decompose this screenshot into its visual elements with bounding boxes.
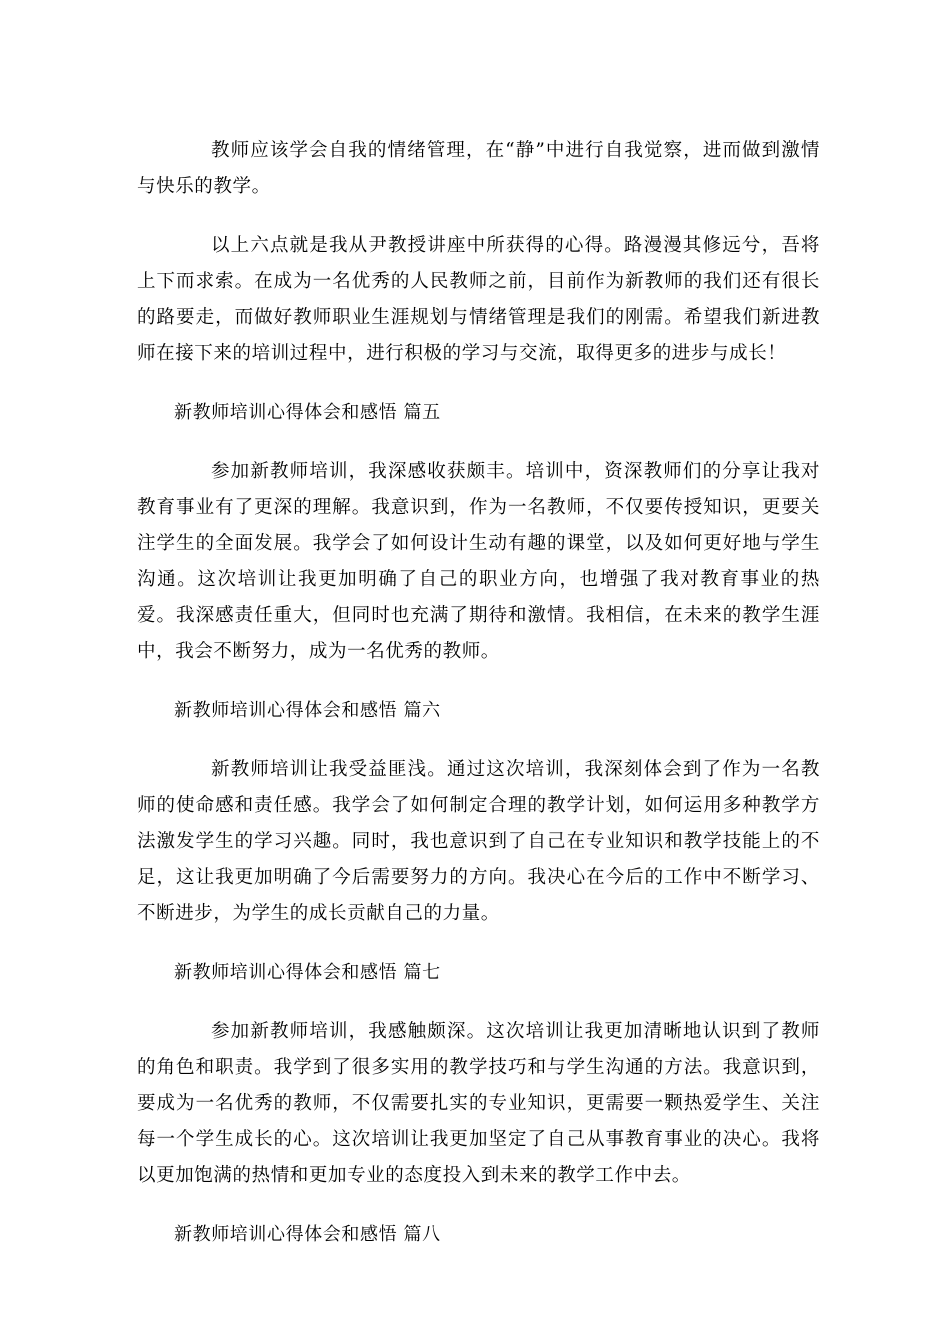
section-heading-7: 新教师培训心得体会和感悟 篇七 (174, 962, 441, 983)
section-body-7: 参加新教师培训，我感触颇深。这次培训让我更加清晰地认识到了教师的角色和职责。我学到了很多实用的教学技巧和与学生沟通的方法。我意识到，要成为一名优秀的教师，不仅需要扎实的专业知识，更需要一颗热爱学生、关注每一个学生成长的心。这次培训让我更加坚定了自己从事教育事业的决心。我将以更加饱满的热情和更加专业的态度投入到未来的教学工作中去。 (137, 1021, 820, 1186)
document-body (137, 133, 820, 1253)
section-body-6: 新教师培训让我受益匪浅。通过这次培训，我深刻体会到了作为一名教师的使命感和责任感。我学会了如何制定合理的教学计划，如何运用多种教学方法激发学生的学习兴趣。同时，我也意识到了自己在专业知识和教学技能上的不足，这让我更加明确了今后需要努力的方向。我决心在今后的工作中不断学习、不断进步，为学生的成长贡献自己的力量。 (137, 759, 820, 924)
section-heading-6: 新教师培训心得体会和感悟 篇六 (174, 700, 441, 721)
section-heading-5: 新教师培训心得体会和感悟 篇五 (174, 402, 441, 423)
section-heading-8: 新教师培训心得体会和感悟 篇八 (174, 1224, 441, 1245)
paragraph-summary: 以上六点就是我从尹教授讲座中所获得的心得。路漫漫其修远兮，吾将上下而求索。在成为一名优秀的人民教师之前，目前作为新教师的我们还有很长的路要走，而做好教师职业生涯规划与情绪管理是我们的刚需。希望我们新进教师在接下来的培训过程中，进行积极的学习与交流，取得更多的进步与成长！ (137, 235, 820, 364)
section-body-5: 参加新教师培训，我深感收获颇丰。培训中，资深教师们的分享让我对教育事业有了更深的理解。我意识到，作为一名教师，不仅要传授知识，更要关注学生的全面发展。我学会了如何设计生动有趣的课堂，以及如何更好地与学生沟通。这次培训让我更加明确了自己的职业方向，也增强了我对教育事业的热爱。我深感责任重大，但同时也充满了期待和激情。我相信，在未来的教学生涯中，我会不断努力，成为一名优秀的教师。 (137, 461, 820, 662)
paragraph-emotion-management: 教师应该学会自我的情绪管理，在“静”中进行自我觉察，进而做到激情与快乐的教学。 (137, 140, 820, 197)
